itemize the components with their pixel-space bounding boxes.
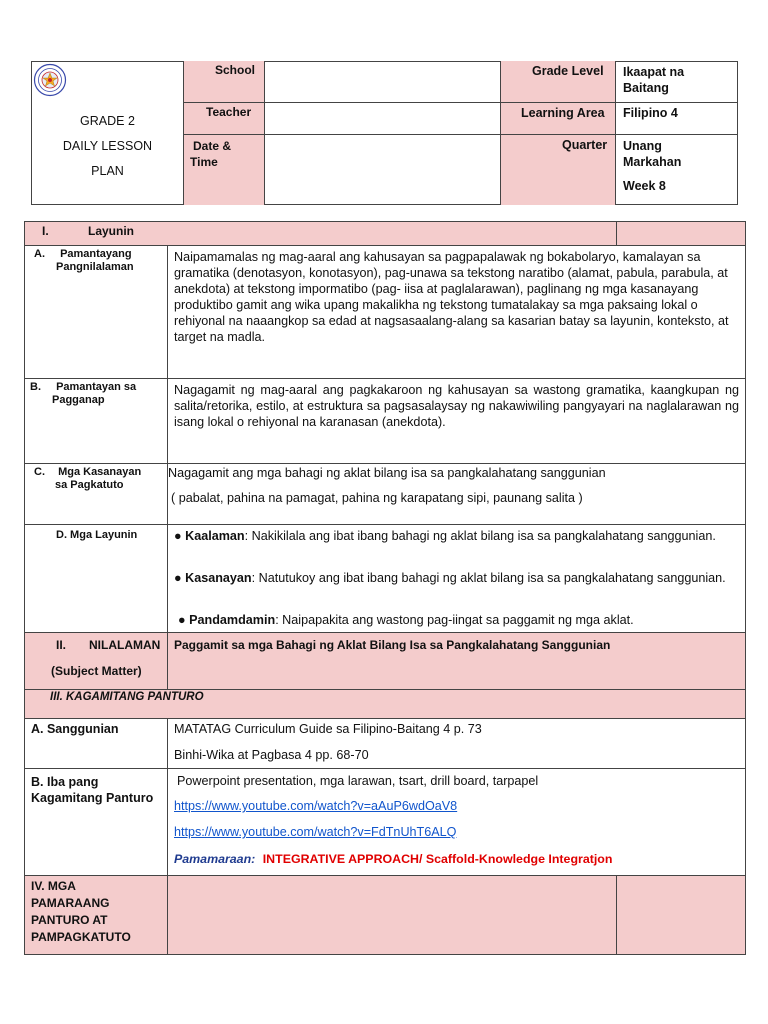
iba-pang-label-2: Kagamitang Panturo <box>31 791 154 805</box>
section-1-title: Layunin <box>88 224 135 238</box>
kasanayan-item <box>174 570 738 586</box>
kaalaman-label: Kaalaman <box>185 529 245 543</box>
row-c-label <box>34 466 164 492</box>
kasanayan-text: : Natutukoy ang ibat ibang bahagi ng aklat bilang isa sa pangkalahatang sanggunian. <box>251 571 726 585</box>
sanggunian-divider <box>167 719 168 769</box>
pamamaraan-line <box>174 852 612 866</box>
row-a-text: Naipamamalas ng mag-aaral ang kahusayan sa pagpapalawak ng bokabolaryo, kamalayan sa gramatika (denotasyon, konotasyon), pag-unawa sa tekstong naratibo (alamat, pabula, parabula, at anekdota) at tekstong impormatibo (pag- iisa at paglalarawan), paglinang ng mga kasanayang produktibo gamit ang wika upang makalikha ng tekstong tumatalakay sa mga paksaing lokal o rehiyonal na naaangkop sa edad at nagsasaalang-alang sa kasarian batay sa layunin, konteksto, at target na madla. <box>174 250 729 344</box>
learning-area-label: Learning Area <box>521 106 605 120</box>
section-2-title: NILALAMAN <box>89 638 161 652</box>
bullet-icon: ● <box>174 571 182 585</box>
section-4-divider-right <box>616 876 617 954</box>
quarter-value <box>623 138 681 170</box>
row-a-label-1: Pamantayang <box>60 248 132 260</box>
deped-seal-logo <box>33 63 67 97</box>
iba-pang-line-1: Powerpoint presentation, mga larawan, tsart, drill board, tarpapel <box>177 774 539 788</box>
bullet-icon: ● <box>174 529 182 543</box>
iba-pang-divider <box>167 769 168 876</box>
teacher-field[interactable] <box>266 103 499 134</box>
pandamdamin-label: Pandamdamin <box>189 613 276 627</box>
row-b-text: Nagagamit ng mag-aaral ang pagkakaroon ng kahusayan sa wastong gramatika, kaangkupan ng salita/retorika, estilo, at estruktura sa pagsasalaysay ng nakawiwiling pangyayari na naglalarawan ng isang lokal o rehiyonal na karanasan (anekdota). <box>174 383 739 429</box>
plan-label-line1: DAILY LESSON <box>62 139 153 153</box>
grade-level-value <box>623 64 684 96</box>
school-field[interactable] <box>266 62 499 102</box>
pamamaraan-value: INTEGRATIVE APPROACH/ Scaffold-Knowledge Integratjon <box>262 852 613 866</box>
row-c-text-1: Nagagamit ang mga bahagi ng aklat bilang isa sa pangkalahatang sanggunian <box>168 466 606 480</box>
section-4-label-1: IV. MGA <box>31 879 76 893</box>
row-c-letter: C. <box>34 466 45 478</box>
iba-pang-label-1: B. Iba pang <box>31 775 99 789</box>
quarter-label: Quarter <box>562 138 608 152</box>
header-label-column <box>184 61 265 205</box>
section-2-content: Paggamit sa mga Bahagi ng Aklat Bilang Isa sa Pangkalahatang Sanggunian <box>174 638 611 652</box>
section-4-row <box>25 876 745 954</box>
row-a-letter: A. <box>34 248 45 260</box>
learning-area-value: Filipino 4 <box>623 106 678 120</box>
pandamdamin-text: : Naipapakita ang wastong pag-iingat sa paggamit ng mga aklat. <box>275 613 634 627</box>
week-label: Week 8 <box>623 179 666 193</box>
section-2-divider <box>167 633 168 690</box>
school-label: School <box>215 63 256 77</box>
quarter-value-1: Unang <box>623 139 662 153</box>
date-label-2: Time <box>190 155 218 169</box>
kaalaman-text: : Nakikilala ang ibat ibang bahagi ng aklat bilang isa sa pangkalahatang sanggunian. <box>244 529 716 543</box>
row-c-label-1: Mga Kasanayan <box>58 466 142 478</box>
pandamdamin-item <box>178 612 738 628</box>
date-time-field[interactable] <box>266 135 499 205</box>
section-1-number: I. <box>42 224 49 238</box>
iba-pang-label <box>31 774 153 806</box>
section-4-label-4: PAMPAGKATUTO <box>31 930 131 944</box>
header-right-label-column <box>500 61 616 205</box>
grade-level-value-1: Ikaapat na <box>623 65 685 79</box>
row-a-label <box>34 248 164 274</box>
row-b-label-1: Pamantayan sa <box>56 381 137 393</box>
section-4-label-2: PAMARAANG <box>31 896 110 910</box>
row-b-label-2: Pagganap <box>52 394 105 406</box>
pamamaraan-label: Pamamaraan: <box>174 852 256 866</box>
youtube-link-2[interactable]: https://www.youtube.com/watch?v=FdTnUhT6ALQ <box>174 825 457 839</box>
row-c-label-2: sa Pagkatuto <box>55 479 124 491</box>
grade-level-value-2: Baitang <box>623 81 669 95</box>
date-time-label <box>190 138 231 170</box>
kaalaman-item <box>174 528 738 544</box>
sanggunian-line-1: MATATAG Curriculum Guide sa Filipino-Baitang 4 p. 73 <box>174 722 482 736</box>
bullet-icon: ● <box>178 613 186 627</box>
row-d-label: D. Mga Layunin <box>56 529 138 541</box>
section-1-divider <box>616 222 617 246</box>
grade-level-label: Grade Level <box>532 64 604 78</box>
row-a-label-2: Pangnilalaman <box>56 261 134 273</box>
row-c-text-2: ( pabalat, pahina na pamagat, pahina ng karapatang sipi, paunang salita ) <box>171 491 583 505</box>
section-4-label <box>31 878 131 946</box>
section-4-divider-left <box>167 876 168 954</box>
kasanayan-label: Kasanayan <box>185 571 252 585</box>
section-2-subtitle: (Subject Matter) <box>51 664 142 678</box>
section-4-label-3: PANTURO AT <box>31 913 108 927</box>
sanggunian-label: A. Sanggunian <box>31 722 119 736</box>
youtube-link-1[interactable]: https://www.youtube.com/watch?v=aAuP6wdOaV8 <box>174 799 458 813</box>
section-3-title: III. KAGAMITANG PANTURO <box>50 691 204 703</box>
date-label-1: Date & <box>193 139 232 153</box>
plan-label-line2: PLAN <box>91 164 124 178</box>
row-b-label <box>30 381 165 407</box>
grade-label: GRADE 2 <box>80 114 135 128</box>
sanggunian-line-2: Binhi-Wika at Pagbasa 4 pp. 68-70 <box>174 748 369 762</box>
row-b-letter: B. <box>30 381 41 393</box>
section-2-number: II. <box>56 638 67 652</box>
teacher-label: Teacher <box>206 105 252 119</box>
quarter-value-2: Markahan <box>623 155 682 169</box>
